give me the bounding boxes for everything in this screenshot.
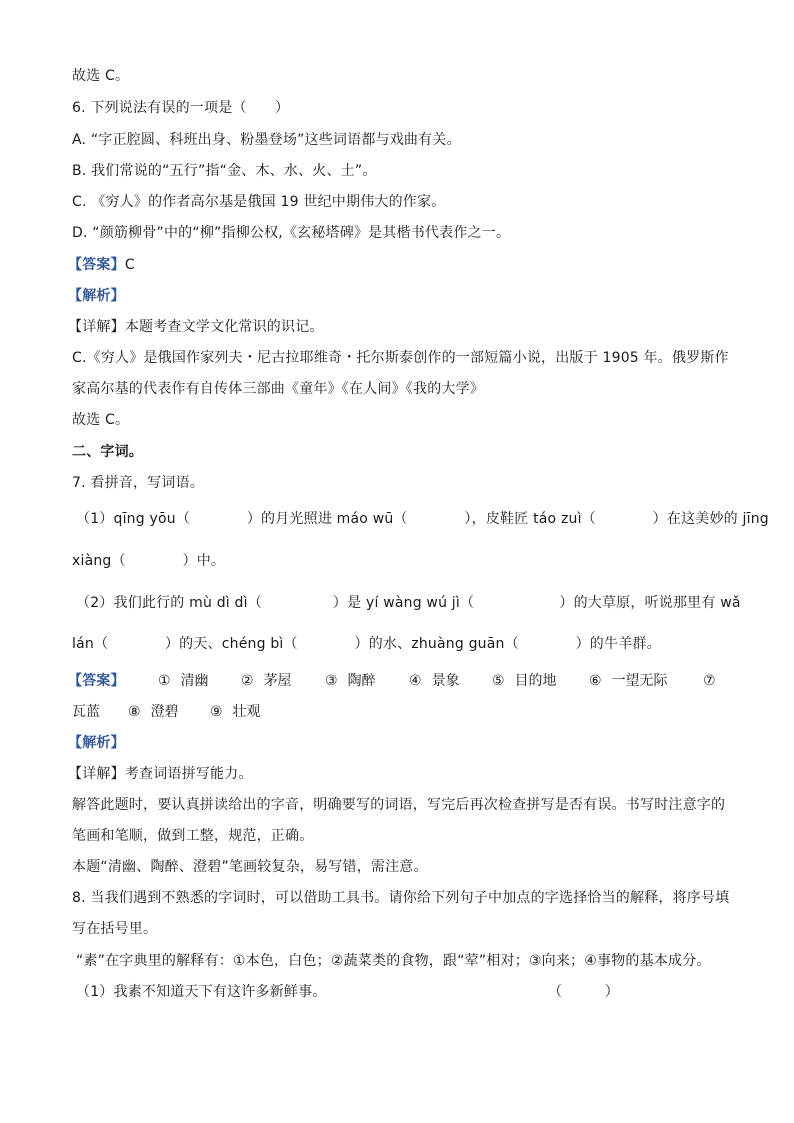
- option-d: D. “颜筋柳骨”中的“柳”指柳公权,《玄秘塔碑》是其楷书代表作之一。: [72, 225, 511, 241]
- detail-tag: 【详解】: [68, 766, 125, 782]
- answer-text: C: [124, 257, 135, 273]
- sub-question: （1）我素不知道天下有这许多新鲜事。: [76, 984, 327, 1000]
- answer-line-6: [68, 256, 135, 274]
- answer-item: ⑥ 一望无际: [589, 673, 668, 689]
- detail-line-7: [68, 765, 253, 783]
- answer-tag: 【答案】: [68, 673, 125, 689]
- detail-text: 考查词语拼写能力。: [124, 766, 253, 782]
- analysis-tag: 【解析】: [68, 735, 125, 751]
- analysis-tag-7: [68, 734, 125, 752]
- explanation-line: 笔画和笔顺，做到工整，规范，正确。: [72, 828, 314, 844]
- question-7-stem: 7. 看拼音，写词语。: [72, 475, 205, 491]
- answer-item: ① 清幽: [158, 673, 209, 689]
- answer-line-7: [68, 672, 125, 690]
- pinyin-line: （1）qīng yōu（ ）的月光照进 máo wū（ ），皮鞋匠 táo zuì（ ）在这美妙的 jīng: [76, 511, 769, 527]
- explanation-line: C.《穷人》是俄国作家列夫・尼古拉耶维奇・托尔斯泰创作的一部短篇小说，出版于 1905 年。俄罗斯作: [72, 350, 729, 366]
- detail-line-6: [68, 318, 324, 336]
- analysis-tag-6: [68, 287, 125, 305]
- text-line: 故选 C。: [72, 412, 130, 428]
- answer-blank: （ ）: [548, 984, 619, 1000]
- analysis-tag: 【解析】: [68, 288, 125, 304]
- question-8-stem: 8. 当我们遇到不熟悉的字词时，可以借助工具书。请你给下列句子中加点的字选择恰当的解释，将序号填: [72, 890, 730, 906]
- question-8-stem: 写在括号里。: [72, 921, 158, 937]
- answer-item: ③ 陶醉: [325, 673, 376, 689]
- answer-item: ⑤ 目的地: [492, 673, 557, 689]
- explanation-line: 本题“清幽、陶醉、澄碧”笔画较复杂，易写错，需注意。: [72, 859, 428, 875]
- explanation-line: 解答此题时，要认真拼读给出的字音，明确要写的词语，写完后再次检查拼写是否有误。书写时注意字的: [72, 797, 726, 813]
- text-line: 故选 C。: [72, 68, 130, 84]
- pinyin-line: （2）我们此行的 mù dì dì（ ）是 yí wàng wú jì（ ）的大草原，听说那里有 wǎ: [76, 595, 741, 611]
- option-b: B. 我们常说的“五行”指“金、木、水、火、土”。: [72, 163, 377, 179]
- pinyin-line: xiàng（ ）中。: [72, 553, 226, 569]
- question-6-stem: 6. 下列说法有误的一项是（ ）: [72, 100, 290, 116]
- section-heading: 二、字词。: [72, 444, 143, 460]
- answer-item: ④ 景象: [409, 673, 460, 689]
- explanation-line: 家高尔基的代表作有自传体三部曲《童年》《在人间》《我的大学》: [72, 381, 484, 397]
- detail-text: 本题考查文学文化常识的识记。: [124, 319, 324, 335]
- answer-item: ⑧ 澄碧: [128, 704, 179, 720]
- option-a: A. “字正腔圆、科班出身、粉墨登场”这些词语都与戏曲有关。: [72, 132, 461, 148]
- answer-item: ② 茅屋: [241, 673, 292, 689]
- answer-item: 瓦蓝: [72, 704, 100, 720]
- answer-item: ⑨ 壮观: [210, 704, 261, 720]
- answer-tag: 【答案】: [68, 257, 125, 273]
- pinyin-line: lán（ ）的天、chéng bì（ ）的水、zhuàng guān（ ）的牛羊群。: [72, 636, 661, 652]
- option-c: C. 《穷人》的作者高尔基是俄国 19 世纪中期伟大的作家。: [72, 194, 446, 210]
- answer-item: ⑦: [703, 673, 716, 689]
- dictionary-definitions: “素”在字典里的解释有：①本色，白色；②蔬菜类的食物，跟“荤”相对；③向来；④事物的基本成分。: [76, 953, 711, 969]
- detail-tag: 【详解】: [68, 319, 125, 335]
